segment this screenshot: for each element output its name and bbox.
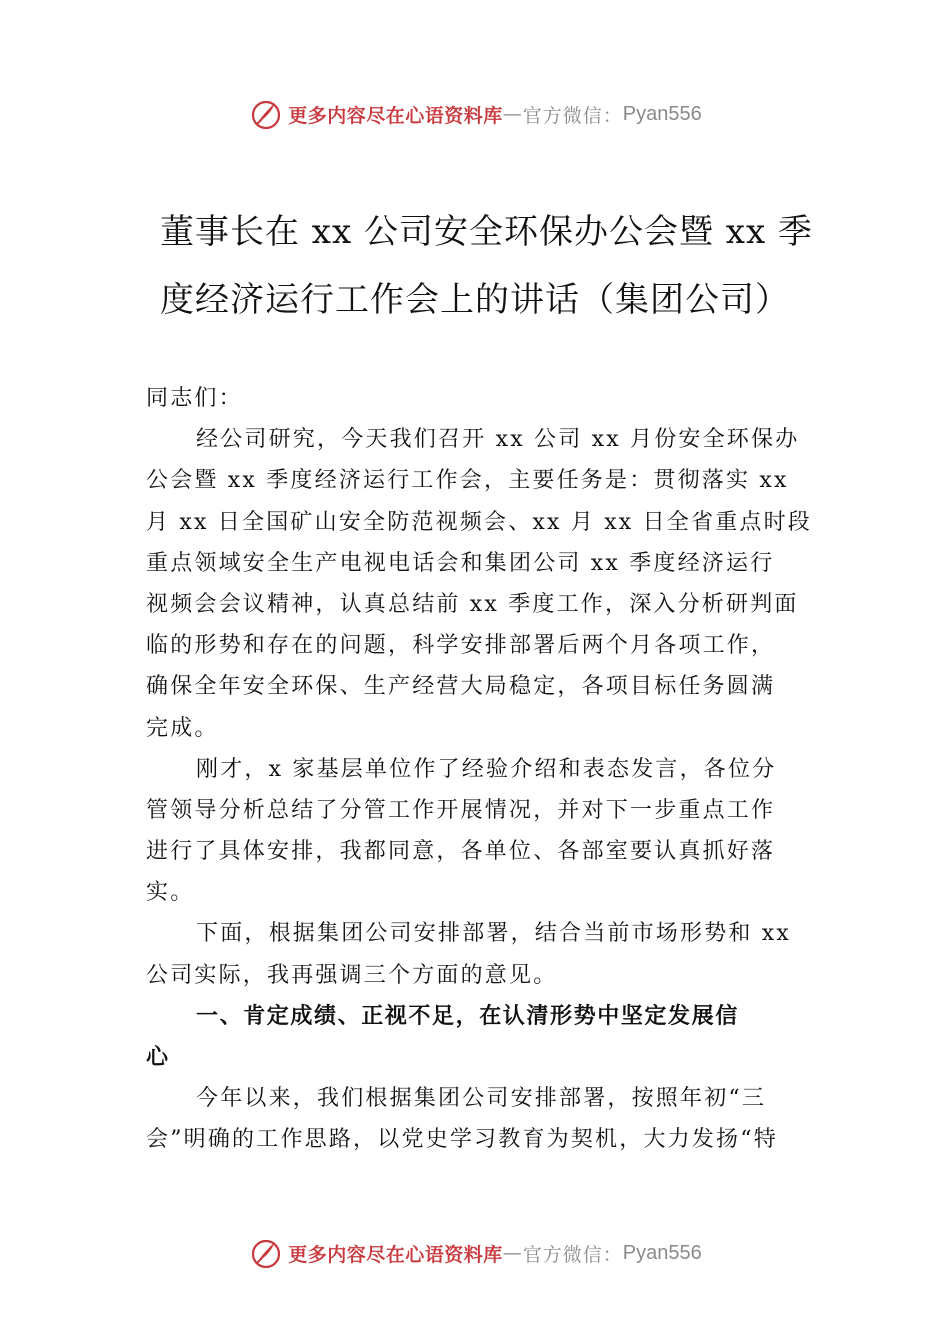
- header-watermark-banner: [0, 94, 950, 134]
- paragraph-line: 刚才，x 家基层单位作了经验介绍和表态发言，各位分: [196, 756, 777, 782]
- paragraph-line: 下面，根据集团公司安排部署，结合当前市场形势和 xx: [196, 921, 792, 947]
- paragraph-line: 实。: [146, 880, 195, 906]
- banner-dash: —: [502, 1242, 523, 1264]
- salutation: 同志们：: [146, 386, 243, 411]
- paragraph-line: 视频会会议精神，认真总结前 xx 季度工作，深入分析研判面: [146, 591, 799, 617]
- paragraph-line: 管领导分析总结了分管工作开展情况，并对下一步重点工作: [146, 797, 776, 823]
- banner-wechat-label: 官方微信：: [522, 1243, 623, 1266]
- document-body: [146, 378, 816, 1161]
- quill-logo-icon: [248, 1235, 284, 1271]
- paragraph-line: 今年以来，我们根据集团公司安排部署，按照年初“三: [196, 1086, 767, 1112]
- paragraph-line: 会”明确的工作思路，以党史学习教育为契机，大力发扬“特: [146, 1127, 778, 1153]
- paragraph-line: 临的形势和存在的问题，科学安排部署后两个月各项工作，: [146, 633, 776, 659]
- footer-watermark-banner: [0, 1233, 950, 1273]
- title-line: 董事长在 xx 公司安全环保办公会暨 xx 季: [160, 212, 813, 252]
- paragraph-line: 重点领域安全生产电视电话会和集团公司 xx 季度经济运行: [146, 550, 775, 576]
- section-heading: 心: [146, 1045, 170, 1070]
- paragraph-line: 完成。: [146, 715, 219, 741]
- title-line: 度经济运行工作会上的讲话（集团公司）: [160, 280, 790, 320]
- banner-wechat-id: Pyan556: [622, 1241, 702, 1264]
- section-heading: 一、肯定成绩、正视不足，在认清形势中坚定发展信: [196, 1003, 739, 1029]
- paragraph-line: 进行了具体安排，我都同意，各单位、各部室要认真抓好落: [146, 839, 776, 865]
- banner-site-name: 更多内容尽在心语资料库: [288, 1243, 503, 1266]
- banner-site-name: 更多内容尽在心语资料库: [288, 104, 503, 127]
- paragraph-line: 确保全年安全环保、生产经营大局稳定，各项目标任务圆满: [146, 674, 776, 700]
- banner-wechat-id: Pyan556: [622, 102, 702, 125]
- paragraph-line: 公会暨 xx 季度经济运行工作会，主要任务是：贯彻落实 xx: [146, 468, 789, 494]
- quill-logo-icon: [248, 96, 284, 132]
- paragraph-line: 公司实际，我再强调三个方面的意见。: [146, 962, 558, 988]
- document-title: [160, 198, 813, 334]
- paragraph-line: 月 xx 日全国矿山安全防范视频会、xx 月 xx 日全省重点时段: [146, 509, 813, 535]
- banner-dash: —: [502, 103, 523, 125]
- paragraph-line: 经公司研究，今天我们召开 xx 公司 xx 月份安全环保办: [196, 427, 800, 453]
- banner-wechat-label: 官方微信：: [522, 104, 623, 127]
